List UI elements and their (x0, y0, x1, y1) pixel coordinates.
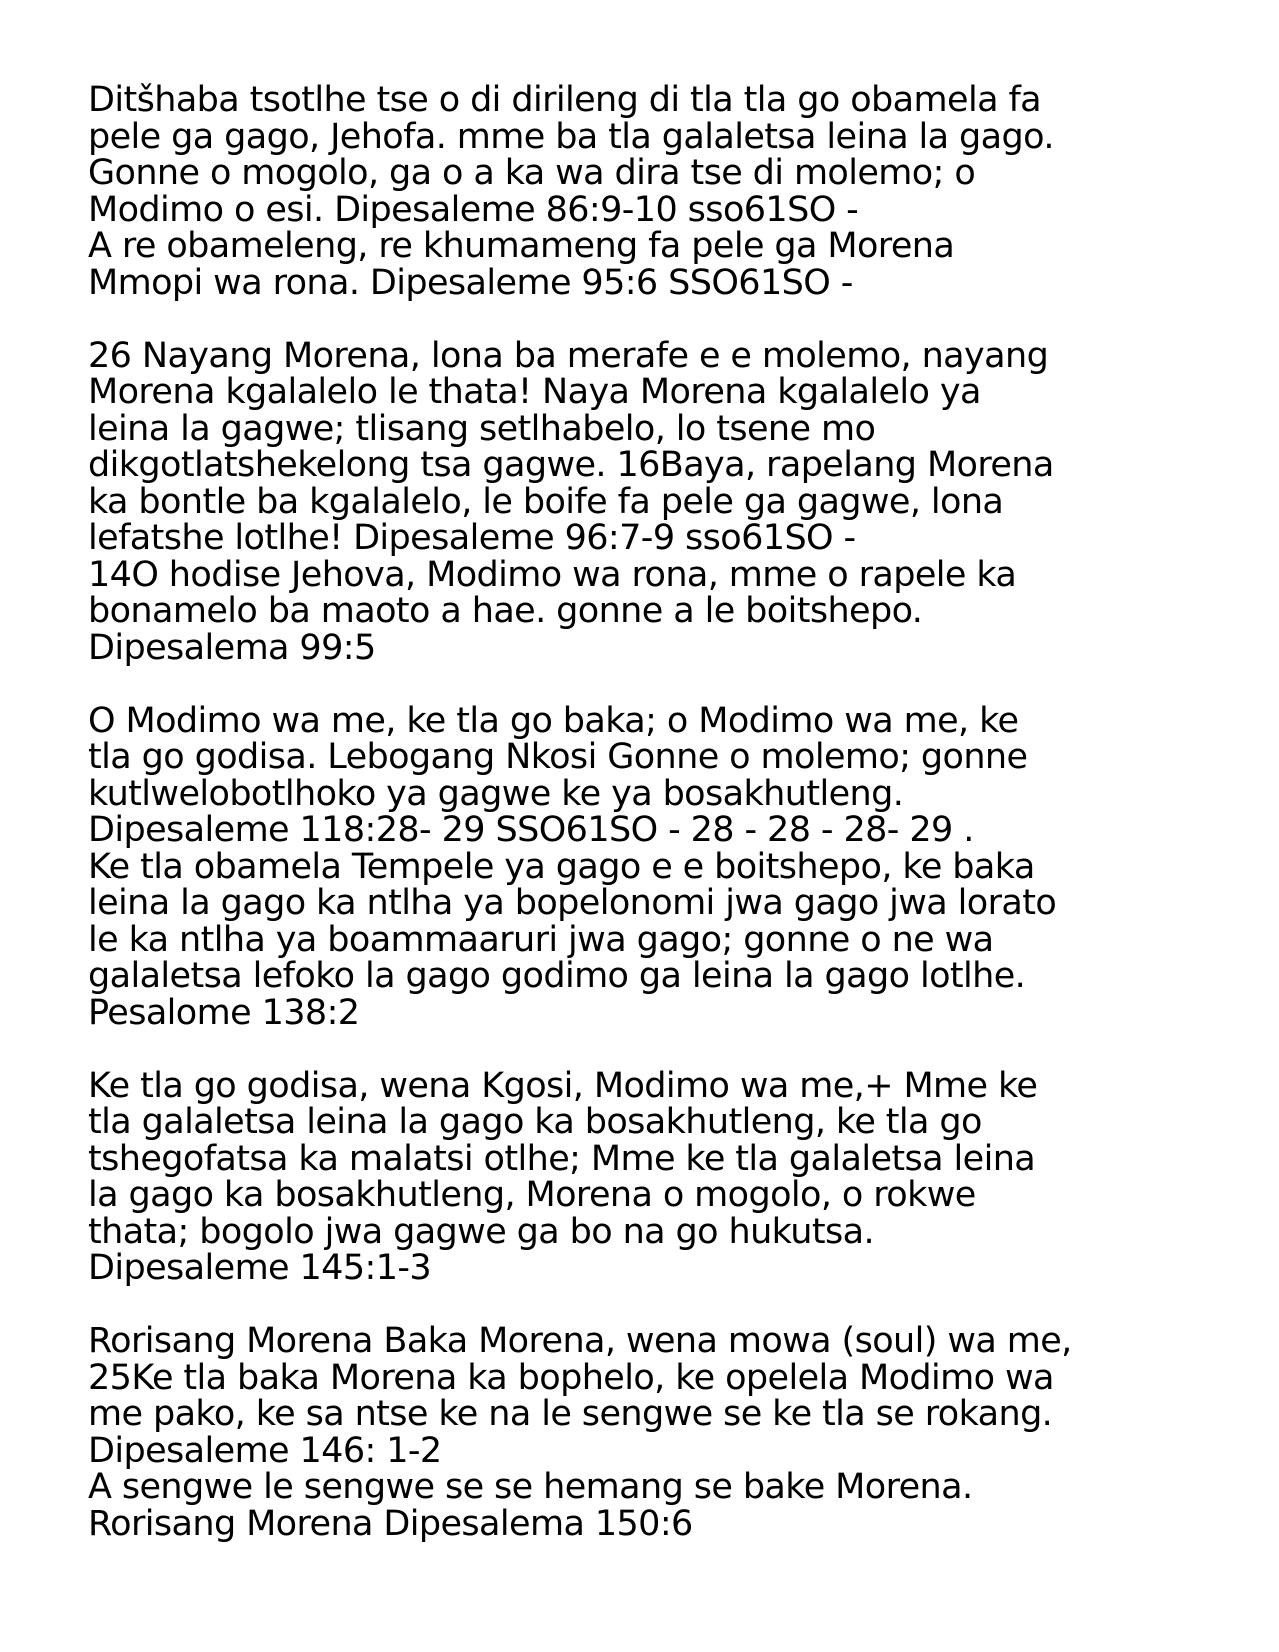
paragraph-gap (88, 1287, 1208, 1324)
text-line: lefatshe lotlhe! Dipesaleme 96:7-9 sso61SO - (88, 518, 856, 558)
text-line: galaletsa lefoko la gago godimo ga leina la gago lotlhe. (88, 956, 1026, 996)
text-line: leina la gagwe; tlisang setlhabelo, lo tsene mo (88, 408, 876, 449)
text-line: Ditšhaba tsotlhe tse o di dirileng di tla tla go obamela fa (88, 80, 1042, 120)
text-line: Pesalome 138:2 (88, 992, 360, 1033)
paragraph-gap (88, 1031, 1208, 1068)
text-line: le ka ntlha ya boammaaruri jwa gago; gonne o ne wa (88, 919, 994, 960)
text-line: A sengwe le sengwe se se hemang se bake Morena. (88, 1467, 973, 1507)
text-line: tla go godisa. Lebogang Nkosi Gonne o molemo; gonne (88, 737, 1028, 777)
text-line: Dipesalema 99:5 (88, 627, 376, 668)
text-line: Rorisang Morena Baka Morena, wena mowa (soul) wa me, (88, 1321, 1072, 1361)
text-line: Gonne o mogolo, ga o a ka wa dira tse di molemo; o (88, 153, 976, 193)
text-line: Ke tla obamela Tempele ya gago e e boitshepo, ke baka (88, 846, 1035, 887)
text-line: dikgotlatshekelong tsa gagwe. 16Baya, rapelang Morena (88, 445, 1054, 485)
text-line: pele ga gago, Jehofa. mme ba tla galaletsa leina la gago. (88, 116, 1054, 157)
text-line: Rorisang Morena Dipesalema 150:6 (88, 1503, 693, 1544)
text-body (88, 82, 1208, 1542)
text-line: Dipesaleme 146: 1-2 (88, 1430, 442, 1471)
text-line: tla galaletsa leina la gago ka bosakhutleng, ke tla go (88, 1102, 982, 1142)
text-line: Dipesaleme 118:28- 29 SSO61SO - 28 - 28 - 28- 29 . (88, 810, 974, 850)
text-line: kutlwelobotlhoko ya gagwe ke ya bosakhutleng. (88, 773, 904, 814)
text-line: me pako, ke sa ntse ke na le sengwe se ke tla se rokang. (88, 1394, 1053, 1434)
text-line: A re obameleng, re khumameng fa pele ga Morena (88, 226, 955, 266)
text-line: tshegofatsa ka malatsi otlhe; Mme ke tla galaletsa leina (88, 1138, 1036, 1179)
text-line: bonamelo ba maoto a hae. gonne a le boitshepo. (88, 591, 923, 631)
text-line: Mmopi wa rona. Dipesaleme 95:6 SSO61SO - (88, 262, 853, 303)
text-line: leina la gago ka ntlha ya bopelonomi jwa gago jwa lorato (88, 883, 1057, 923)
text-line: Modimo o esi. Dipesaleme 86:9-10 sso61SO - (88, 189, 859, 230)
text-line: Dipesaleme 145:1-3 (88, 1248, 432, 1288)
text-line: O Modimo wa me, ke tla go baka; o Modimo wa me, ke (88, 700, 1019, 741)
text-line: Morena kgalalelo le thata! Naya Morena kgalalelo ya (88, 372, 981, 412)
text-line: thata; bogolo jwa gagwe ga bo na go hukutsa. (88, 1211, 874, 1252)
paragraph-gap (88, 666, 1208, 703)
text-line: ka bontle ba kgalalelo, le boife fa pele ga gagwe, lona (88, 481, 1004, 522)
text-line: Ke tla go godisa, wena Kgosi, Modimo wa me,+ Mme ke (88, 1065, 1038, 1106)
text-line: 26 Nayang Morena, lona ba merafe e e molemo, nayang (88, 335, 1049, 376)
text-line: 25Ke tla baka Morena ka bophelo, ke opelela Modimo wa (88, 1357, 1054, 1398)
text-line: 14O hodise Jehova, Modimo wa rona, mme o rapele ka (88, 554, 1017, 595)
paragraph-gap (88, 301, 1208, 338)
text-line: la gago ka bosakhutleng, Morena o mogolo, o rokwe (88, 1175, 976, 1215)
document-page (88, 82, 1208, 1542)
